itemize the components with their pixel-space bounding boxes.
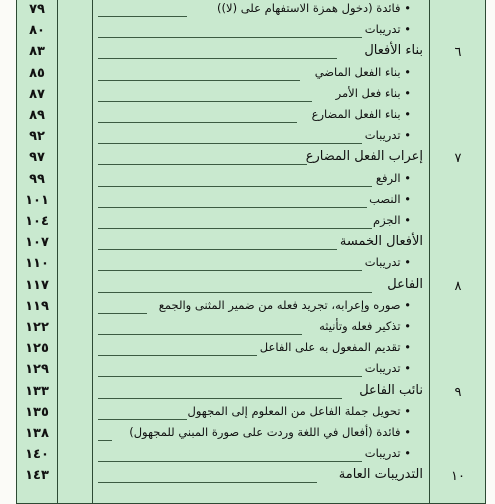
chapter-number: ٨ (454, 278, 462, 294)
section-title: • فائدة (دخول همزة الاستفهام على (لا)) (217, 1, 411, 15)
section-title: • تدريبات (364, 255, 411, 270)
page-number: ١٣٥ (25, 404, 49, 420)
leader-line (98, 376, 362, 377)
section-title: • تذكير فعله وتأنيثه (319, 319, 411, 333)
chapter-title: بناء الأفعال (364, 43, 423, 59)
page-number: ٩٧ (29, 150, 45, 166)
leader-line (98, 292, 372, 293)
leader-line (98, 122, 297, 123)
leader-line (98, 186, 372, 187)
page-number: ٨٥ (29, 65, 45, 81)
page-number: ١٠١ (25, 192, 49, 208)
leader-line (98, 313, 147, 314)
page-number: ٩٩ (29, 171, 45, 187)
leader-line (98, 249, 337, 250)
page-number: ٨٩ (29, 108, 45, 123)
section-title: • تحويل جملة الفاعل من المعلوم إلى المجهول (187, 403, 411, 418)
page-number: ١٣٣ (25, 383, 49, 399)
section-title: • تدريبات (364, 361, 411, 376)
chapter-title: التدريبات العامة (338, 467, 423, 483)
section-title: • تقديم المفعول به على الفاعل (259, 340, 411, 355)
section-title: • صوره وإعرابه، تجريد فعله من ضمير المثنى والجمع (158, 297, 411, 312)
page-number: ١١٠ (25, 256, 49, 272)
leader-line (98, 398, 342, 399)
leader-line (98, 101, 312, 102)
page-number: ٨٧ (29, 86, 45, 102)
leader-line (98, 143, 362, 144)
section-title: • تدريبات (364, 128, 411, 143)
chapter-number: ٧ (454, 151, 462, 167)
chapter-title: الفاعل (387, 276, 423, 292)
leader-line (98, 270, 362, 271)
chapter-title: إعراب الفعل المضارع (305, 149, 423, 165)
leader-line (98, 80, 300, 81)
page-number: ٩٢ (29, 129, 45, 145)
chapter-title: الأفعال الخمسة (339, 234, 423, 250)
chapter-title: نائب الفاعل (359, 382, 423, 398)
page-number: ١٢٢ (25, 320, 49, 335)
section-title: • تدريبات (364, 446, 411, 461)
leader-line (98, 482, 317, 483)
leader-line (98, 440, 112, 441)
page-number: ٨٣ (29, 44, 45, 60)
section-title: • الرفع (375, 170, 411, 185)
leader-line (98, 355, 257, 356)
leader-line (98, 164, 307, 165)
page-number: ١٣٨ (25, 426, 49, 441)
page-number: ١١٩ (25, 298, 49, 314)
section-title: • بناء فعل الأمر (335, 85, 411, 100)
toc-row (17, 465, 485, 491)
chapter-number: ١٠ (451, 469, 465, 485)
page-number: ١٤٠ (25, 447, 49, 463)
leader-line (98, 207, 367, 208)
section-title: • النصب (369, 191, 411, 206)
leader-line (98, 58, 337, 59)
leader-line (98, 461, 362, 462)
section-title: • بناء الفعل الماضي (314, 64, 411, 79)
leader-line (98, 228, 372, 229)
chapter-number: ٦ (454, 45, 462, 61)
page-number: ١٠٧ (25, 235, 49, 251)
section-title: • بناء الفعل المضارع (311, 107, 411, 121)
table-of-contents (16, 0, 486, 504)
page-number: ١١٧ (25, 277, 49, 293)
section-title: • الجزم (372, 213, 411, 227)
leader-line (98, 37, 362, 38)
page-number: ١٢٥ (25, 341, 49, 357)
page-number: ٨٠ (29, 23, 45, 39)
page-number: ١٤٣ (25, 468, 49, 484)
leader-line (98, 334, 302, 335)
leader-line (98, 419, 187, 420)
page-number: ١٢٩ (25, 362, 49, 378)
section-title: • تدريبات (364, 22, 411, 37)
chapter-number: ٩ (454, 384, 462, 400)
page-number: ١٠٤ (25, 214, 49, 229)
section-title: • فائدة (أفعال في اللغة وردت على صورة المبني للمجهول) (129, 425, 411, 439)
page-number: ٧٩ (29, 2, 45, 17)
leader-line (98, 16, 187, 17)
